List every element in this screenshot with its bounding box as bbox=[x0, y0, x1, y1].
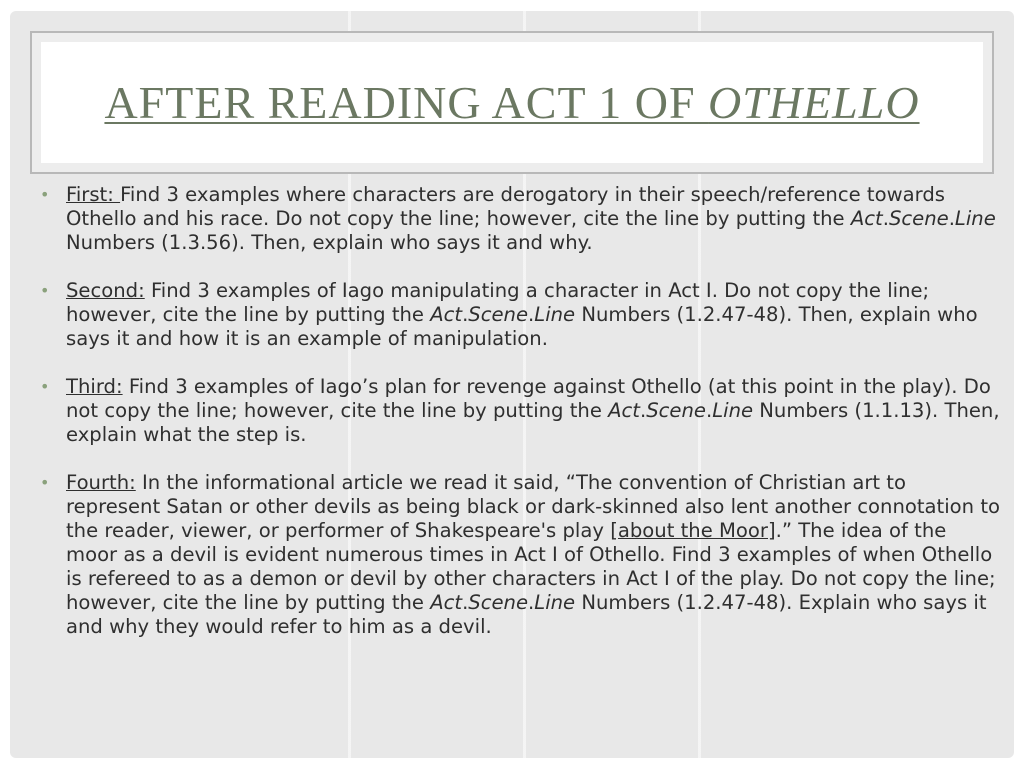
cite-act: Act bbox=[850, 207, 883, 230]
bullet-fourth bbox=[34, 471, 1002, 639]
bullet-lead: Third: bbox=[66, 375, 123, 398]
title-main: AFTER READING ACT 1 OF bbox=[104, 77, 709, 128]
cite-scene: Scene bbox=[888, 207, 949, 230]
bullet-text-end: Numbers (1.3.56). Then, explain who says it and why. bbox=[66, 231, 593, 254]
cite-scene: Scene bbox=[646, 399, 706, 422]
bullet-third bbox=[34, 375, 1002, 447]
bullet-text-end: Numbers (1.2.47-48). Then, explain who says it and how it is an example of manipulation. bbox=[66, 303, 978, 350]
bullet-first bbox=[34, 183, 1002, 255]
bullet-text: Find 3 examples of Iago manipulating a character in Act I. Do not copy the line; however, cite the line by putting the bbox=[66, 279, 930, 326]
cite-dot: . bbox=[639, 399, 647, 422]
cite-dot: . bbox=[948, 207, 955, 230]
cite-dot: . bbox=[528, 591, 535, 614]
bullet-icon: • bbox=[40, 473, 50, 492]
slide-title bbox=[104, 76, 919, 129]
cite-act: Act bbox=[608, 399, 640, 422]
cite-dot: . bbox=[462, 591, 469, 614]
bullet-text: Find 3 examples where characters are derogatory in their speech/reference towards Othello and his race. Do not copy the line; however, cite the line by putting the bbox=[66, 183, 945, 230]
bullet-icon: • bbox=[40, 377, 50, 396]
cite-line: Line bbox=[534, 303, 576, 326]
bullet-lead: Fourth: bbox=[66, 471, 136, 494]
bullet-text-end: Numbers (1.2.47-48). Explain who says it and why they would refer to him as a devil. bbox=[66, 591, 987, 638]
bullet-text-mid: .” The idea of the moor as a devil is evident numerous times in Act I of Othello. Find 3 examples of when Othello is refereed to as a demon or devil by other characters in Act I of the play. Do not copy the line; however, cite the line by putting the bbox=[66, 519, 996, 614]
bullet-second bbox=[34, 279, 1002, 351]
slide bbox=[10, 11, 1014, 758]
bullet-text-end: Numbers (1.1.13). Then, explain what the step is. bbox=[66, 399, 1000, 446]
cite-dot: . bbox=[528, 303, 535, 326]
bullet-text: In the informational article we read it said, “The convention of Christian art to represent Satan or other devils as being black or dark-skinned also lent another connotation to the reader, viewer, or performer of Shakespeare's play bbox=[66, 471, 1000, 542]
bullet-text: Find 3 examples of Iago’s plan for revenge against Othello (at this point in the play). Do not copy the line; however, cite the line by putting the bbox=[66, 375, 991, 422]
title-frame bbox=[30, 31, 994, 174]
cite-line: Line bbox=[534, 591, 576, 614]
cite-line: Line bbox=[954, 207, 996, 230]
cite-line: Line bbox=[712, 399, 754, 422]
cite-act: Act bbox=[430, 303, 463, 326]
bracket-text: [about the Moor] bbox=[610, 519, 776, 542]
cite-dot: . bbox=[882, 207, 889, 230]
cite-scene: Scene bbox=[468, 303, 529, 326]
cite-dot: . bbox=[462, 303, 469, 326]
cite-scene: Scene bbox=[468, 591, 529, 614]
bullet-lead: Second: bbox=[66, 279, 145, 302]
cite-dot: . bbox=[705, 399, 713, 422]
bullet-lead: First: bbox=[66, 183, 121, 206]
bullet-icon: • bbox=[40, 281, 50, 300]
title-italic: OTHELLO bbox=[708, 77, 920, 128]
bullet-icon: • bbox=[40, 185, 50, 204]
bullet-list bbox=[34, 183, 1002, 663]
title-box bbox=[41, 42, 983, 163]
cite-act: Act bbox=[430, 591, 463, 614]
